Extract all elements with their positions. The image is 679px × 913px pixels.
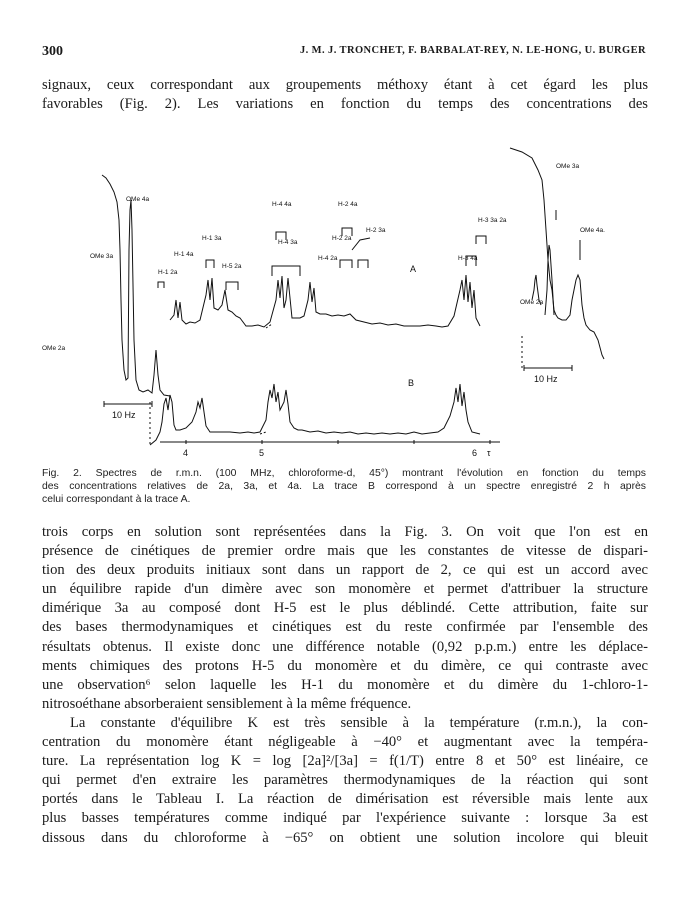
text-line: nitrosoéthane absorberaient sensiblement à la même fréquence. <box>42 695 412 712</box>
trace-a-middle <box>170 275 480 327</box>
label-h1-4a: H-1 4a <box>174 251 194 258</box>
label-ome-2a-left: OMe 2a <box>42 345 66 352</box>
caption-line: celui correspondant à la trace A. <box>42 494 191 506</box>
axis-label-6: 6 <box>472 448 478 458</box>
text-line: présence de cinétiques de premier ordre mais que les constantes de vitesse de dispari- <box>42 543 648 560</box>
text-line: plus basses températures comme indiqué par l'expérience suivante : lorsque 3a est <box>42 810 648 827</box>
label-ome-4a-right: OMe 4a. <box>580 227 605 234</box>
label-scale-left: 10 Hz <box>112 410 136 420</box>
text-line: résultats obtenus. Il existe donc une différence notable (0,92 p.p.m.) entre les déplace- <box>42 638 648 655</box>
scale-bar-left <box>104 401 152 407</box>
text-line: ture. La représentation log K = log [2a]²/[3a] = f(1/T) entre 8 et 50° est linéaire, ce <box>42 753 648 770</box>
running-header <box>42 44 646 64</box>
trace-b <box>150 384 480 445</box>
text-line: centration du monomère étant négligeable à −40° et augmentant avec la tempéra- <box>42 734 648 751</box>
label-ome-4a-left: OMe 4a <box>126 196 150 203</box>
label-h2-3a: H-2 3a <box>366 227 386 234</box>
text-line: trois corps en solution sont représentées dans la Fig. 3. On voit que l'on est en <box>42 524 648 540</box>
nmr-spectra-figure <box>40 140 648 470</box>
label-ome-2a-right: OMe 2a <box>520 299 544 306</box>
text-line: tion des deux produits initiaux sont dans un rapport de 2, ce qui est un accord avec <box>42 562 648 579</box>
axis-label-4: 4 <box>183 448 189 458</box>
text-line: favorables (Fig. 2). Les variations en fonction du temps des concentrations des <box>42 96 648 113</box>
page-number: 300 <box>42 44 63 59</box>
label-h2-2a: H-2 2a <box>332 235 352 242</box>
label-ome-3a-left: OMe 3a <box>90 253 114 260</box>
label-h4-3a: H-4 3a <box>278 239 298 246</box>
label-h1-3a: H-1 3a <box>202 235 222 242</box>
label-h1-2a: H-1 2a <box>158 269 178 276</box>
text-line: ments chimiques des protons H-5 du monomère et du dimère, ce qui contraste avec <box>42 657 648 674</box>
axis-label-tau: τ <box>487 448 491 458</box>
text-line: dimérique 3a au composé dont H-5 est le plus déblindé. Cette attribution, faite sur <box>42 600 648 617</box>
caption-line: des concentrations relatives de 2a, 3a, et 4a. La trace B correspond à un spectre enregistré 2 h après <box>42 481 646 493</box>
figure-caption <box>42 467 646 507</box>
text-line: portés dans le Tableau I. La réaction de dimérisation est réversible mais lente aux <box>42 791 648 808</box>
label-h5-2a: H-5 2a <box>222 263 242 270</box>
text-line: qui permet d'en extraire les paramètres thermodynamiques de la réaction qui sont <box>42 772 648 789</box>
trace-a-left <box>102 175 170 396</box>
label-h4-2a: H-4 2a <box>318 255 338 262</box>
paragraph-intro <box>42 76 648 114</box>
text-line: La constante d'équilibre K est très sensible à la température (r.m.n.), la con- <box>70 714 648 731</box>
header-authors: J. M. J. TRONCHET, F. BARBALAT-REY, N. LE-HONG, U. BURGER <box>299 45 646 56</box>
label-h3-4a: H-3 4a <box>458 255 478 262</box>
label-trace-a: A <box>410 264 417 274</box>
label-trace-b: B <box>408 378 415 388</box>
ppm-axis <box>160 440 500 444</box>
axis-label-5: 5 <box>259 448 265 458</box>
text-line: dissous dans du chloroforme à −65° on obtient une solution incolore qui bleuit <box>42 829 648 846</box>
text-line: un équilibre rapide d'un dimère avec son monomère et permet d'attribuer la structure <box>42 581 648 598</box>
paragraph-body <box>42 523 648 848</box>
caption-line: Fig. 2. Spectres de r.m.n. (100 MHz, chloroforme-d, 45°) montrant l'évolution en fonction du temps <box>42 468 646 479</box>
text-line: une observation⁶ selon laquelle les H-1 du monomère et du dimère du 1-chloro-1- <box>42 676 648 693</box>
label-h4-4a: H-4 4a <box>272 201 292 208</box>
label-h2-4a: H-2 4a <box>338 201 358 208</box>
label-h3-3a-2a: H-3 3a 2a <box>478 217 507 224</box>
text-line: des bases thermodynamiques et cinétiques est du reste confirmée par l'ensemble des <box>42 619 648 636</box>
trace-a-right <box>510 148 604 359</box>
label-scale-right: 10 Hz <box>534 374 558 384</box>
scale-bar-right <box>524 365 572 371</box>
text-line: signaux, ceux correspondant aux groupements méthoxy étant à cet égard les plus <box>42 77 648 93</box>
label-ome-3a-right: OMe 3a <box>556 163 580 170</box>
